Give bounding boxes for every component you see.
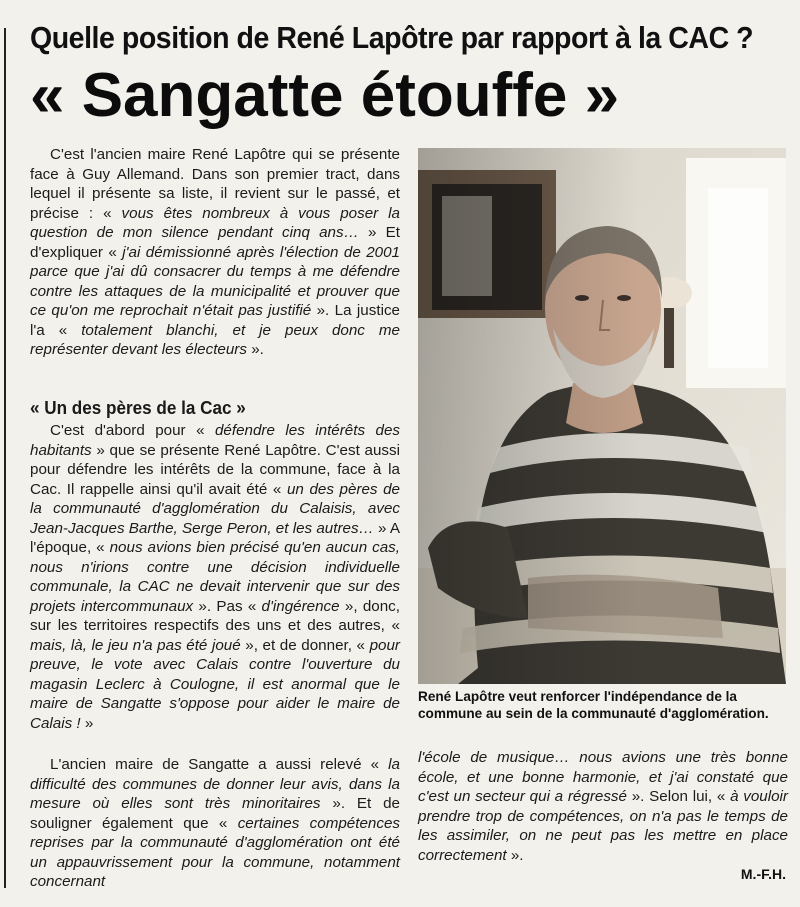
body-text: ». Selon lui, « bbox=[626, 788, 731, 805]
continuation-paragraph bbox=[418, 748, 788, 865]
article-continuation bbox=[418, 748, 788, 865]
quoted-text: l'école de musique… nous avions une très bonne école, et une bonne harmonie, et j'ai constaté que c'est un secteur qui a régressé bbox=[418, 749, 788, 805]
body-text: ». bbox=[246, 341, 264, 358]
article-kicker: Quelle position de René Lapôtre par rapport à la CAC ? bbox=[30, 20, 754, 55]
body-text: L'ancien maire de Sangatte a aussi relevé « bbox=[50, 756, 389, 773]
article-headline: « Sangatte étouffe » bbox=[30, 61, 620, 130]
portrait-photo bbox=[418, 148, 786, 684]
body-text: ». Pas « bbox=[193, 597, 262, 615]
quoted-text: totalement blanchi, et je peux donc me représenter devant les électeurs bbox=[30, 321, 400, 358]
portrait-photo-illustration bbox=[418, 148, 786, 684]
column-rule bbox=[4, 28, 6, 888]
body-text: » que se présente René Lapôtre. C'est aussi pour défendre les intérêts de la commune, face à la Cac. Il rappelle ainsi qu'il avait été « bbox=[30, 441, 400, 498]
quoted-text: nous avions bien précisé qu'en aucun cas, nous n'irions contre une décision individuelle communale, la CAC ne devait intervenir que sur des projets intercommunaux bbox=[30, 539, 400, 615]
photo-caption: René Lapôtre veut renforcer l'indépendance de la commune au sein de la communauté d'agglomération. bbox=[418, 689, 769, 721]
quoted-text: certaines compétences reprises par la communauté d'agglomération ont été un appauvrissement pour la commune, notamment concernant bbox=[30, 814, 400, 890]
body-text: C'est d'abord pour « bbox=[50, 422, 215, 439]
quoted-text: pour preuve, le vote avec Calais contre l'ouverture du magasin Leclerc à Coulogne, il est anormal que le maire de Sangatte s'oppose pour aider le maire de Calais ! bbox=[30, 636, 400, 732]
article-section-2 bbox=[30, 421, 400, 733]
article-section-3 bbox=[30, 755, 400, 892]
body-text: » bbox=[80, 714, 94, 732]
body-text: ». Et de souligner également que « bbox=[30, 795, 400, 832]
body-text: », et de donner, « bbox=[240, 636, 370, 654]
body-text: C'est l'ancien maire René Lapôtre qui se présente face à Guy Allemand. Dans son premier tract, dans lequel il présente sa liste, il revient sur le passé, et précise : « bbox=[30, 146, 400, 222]
quoted-text: mais, là, le jeu n'a pas été joué bbox=[30, 636, 241, 654]
quoted-text: la difficulté des communes de donner leur avis, dans la mesure où elles sont très minoritaires bbox=[30, 756, 400, 812]
body-text: », donc, sur les territoires respectifs des uns et des autres, « bbox=[30, 597, 400, 634]
body-text: ». bbox=[506, 846, 524, 864]
section-2-paragraph bbox=[30, 421, 400, 733]
author-signature: M.-F.H. bbox=[740, 866, 786, 882]
section-3-paragraph bbox=[30, 755, 400, 892]
quoted-text: un des pères de la communauté d'agglomération du Calaisis, avec Jean-Jacques Barthe, Serge Peron, et les autres… bbox=[30, 480, 400, 537]
body-text: » A l'époque, « bbox=[30, 519, 400, 556]
section-subhead: « Un des pères de la Cac » bbox=[30, 398, 246, 418]
quoted-text: à vouloir prendre trop de compétences, on n'a pas le temps de les assimiler, on ne peut pas les mettre en place correctement bbox=[418, 788, 788, 864]
quoted-text: d'ingérence bbox=[261, 597, 340, 615]
article-intro bbox=[30, 145, 400, 360]
body-text: ». La justice l'a « bbox=[30, 302, 400, 339]
quoted-text: défendre les intérêts des habitants bbox=[30, 422, 400, 459]
intro-paragraph bbox=[30, 145, 400, 360]
quoted-text: vous êtes nombreux à vous poser la question de mon silence pendant cinq ans… bbox=[30, 204, 400, 241]
quoted-text: j'ai démissionné après l'élection de 2001 parce que j'ai dû consacrer du temps à me défendre contre les attaques de la municipalité et prouver que ce qu'on me reprochait n'était pas justifié bbox=[30, 243, 400, 319]
body-text: » Et d'expliquer « bbox=[30, 224, 400, 261]
